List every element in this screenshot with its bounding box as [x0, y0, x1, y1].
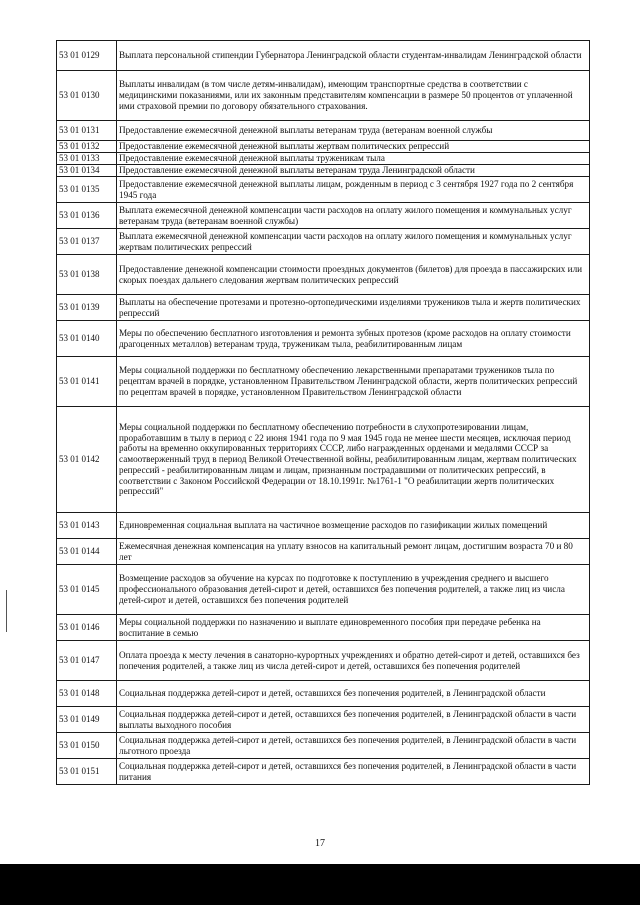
table-row: [57, 641, 590, 681]
table-row: [57, 539, 590, 565]
table-row: [57, 615, 590, 641]
scan-margin-mark: [6, 590, 7, 632]
description-cell: Выплаты инвалидам (в том числе детям-инвалидам), имеющим транспортные средства в соответствии с медицинскими показаниями, или их законным представителям компенсации в размере 50 процентов от уплаченной ими страховой премии по договору обязательного страхования.: [117, 71, 590, 121]
table-row: [57, 681, 590, 707]
table-row: [57, 759, 590, 785]
table-row: [57, 513, 590, 539]
description-cell: Выплата персональной стипендии Губернатора Ленинградской области студентам-инвалидам Ленинградской области: [117, 41, 590, 71]
code-cell: 53 01 0148: [57, 681, 117, 707]
code-cell: 53 01 0147: [57, 641, 117, 681]
table-row: [57, 121, 590, 141]
table-row: [57, 255, 590, 295]
description-cell: Социальная поддержка детей-сирот и детей, оставшихся без попечения родителей, в Ленинградской области в части льготного проезда: [117, 733, 590, 759]
code-cell: 53 01 0140: [57, 321, 117, 357]
description-cell: Ежемесячная денежная компенсация на уплату взносов на капитальный ремонт лицам, достигшим возраста 70 и 80 лет: [117, 539, 590, 565]
code-cell: 53 01 0130: [57, 71, 117, 121]
description-cell: Меры социальной поддержки по бесплатному обеспечению лекарственными препаратами тружеников тыла по рецептам врачей в порядке, установленном Правительством Ленинградской области, жертв политических репрессий по рецептам врачей в порядке, установленном Правительством Ленинградской области: [117, 357, 590, 407]
description-cell: Предоставление ежемесячной денежной выплаты ветеранам труда Ленинградской области: [117, 165, 590, 177]
table-row: [57, 707, 590, 733]
description-cell: Оплата проезда к месту лечения в санаторно-курортных учреждениях и обратно детей-сирот и детей, оставшихся без попечения родителей, а также лиц из числа детей-сирот и детей, оставшихся без попечения родителей: [117, 641, 590, 681]
table-row: [57, 357, 590, 407]
code-cell: 53 01 0136: [57, 203, 117, 229]
code-cell: 53 01 0135: [57, 177, 117, 203]
description-cell: Меры по обеспечению бесплатного изготовления и ремонта зубных протезов (кроме расходов на оплату стоимости драгоценных металлов) ветеранам труда, труженикам тыла, реабилитированным лицам: [117, 321, 590, 357]
table-row: [57, 229, 590, 255]
code-cell: 53 01 0133: [57, 153, 117, 165]
table-row: [57, 141, 590, 153]
table-row: [57, 295, 590, 321]
description-cell: Предоставление ежемесячной денежной выплаты жертвам политических репрессий: [117, 141, 590, 153]
code-cell: 53 01 0145: [57, 565, 117, 615]
table-row: [57, 41, 590, 71]
code-cell: 53 01 0144: [57, 539, 117, 565]
code-cell: 53 01 0137: [57, 229, 117, 255]
table-row: [57, 733, 590, 759]
code-cell: 53 01 0139: [57, 295, 117, 321]
code-cell: 53 01 0134: [57, 165, 117, 177]
description-cell: Социальная поддержка детей-сирот и детей, оставшихся без попечения родителей, в Ленинградской области в части выплаты выходного пособия: [117, 707, 590, 733]
description-cell: Меры социальной поддержки по назначению и выплате единовременного пособия при передаче ребенка на воспитание в семью: [117, 615, 590, 641]
code-cell: 53 01 0138: [57, 255, 117, 295]
code-cell: 53 01 0150: [57, 733, 117, 759]
description-cell: Предоставление ежемесячной денежной выплаты лицам, рожденным в период с 3 сентября 1927 года по 2 сентября 1945 года: [117, 177, 590, 203]
budget-codes-table: [56, 40, 590, 785]
code-cell: 53 01 0146: [57, 615, 117, 641]
description-cell: Выплата ежемесячной денежной компенсации части расходов на оплату жилого помещения и коммунальных услуг жертвам политических репрессий: [117, 229, 590, 255]
description-cell: Предоставление ежемесячной денежной выплаты ветеранам труда (ветеранам военной службы: [117, 121, 590, 141]
description-cell: Возмещение расходов за обучение на курсах по подготовке к поступлению в учреждения среднего и высшего профессионального образования детей-сирот и детей, оставшихся без попечения родителей, а также лиц из числа детей-сирот и детей, оставшихся без попечения родителей: [117, 565, 590, 615]
table-row: [57, 321, 590, 357]
page-number: 17: [315, 838, 325, 849]
code-cell: 53 01 0151: [57, 759, 117, 785]
table-row: [57, 153, 590, 165]
table-row: [57, 71, 590, 121]
code-cell: 53 01 0149: [57, 707, 117, 733]
code-cell: 53 01 0142: [57, 407, 117, 513]
description-cell: Предоставление ежемесячной денежной выплаты труженикам тыла: [117, 153, 590, 165]
code-cell: 53 01 0143: [57, 513, 117, 539]
table-row: [57, 165, 590, 177]
code-cell: 53 01 0141: [57, 357, 117, 407]
code-cell: 53 01 0131: [57, 121, 117, 141]
code-cell: 53 01 0129: [57, 41, 117, 71]
description-cell: Выплата ежемесячной денежной компенсации части расходов на оплату жилого помещения и коммунальных услуг ветеранам труда (ветеранам военной службы): [117, 203, 590, 229]
description-cell: Предоставление денежной компенсации стоимости проездных документов (билетов) для проезда в пассажирских или скорых поездах дальнего следования жертвам политических репрессий: [117, 255, 590, 295]
description-cell: Единовременная социальная выплата на частичное возмещение расходов по газификации жилых помещений: [117, 513, 590, 539]
description-cell: Социальная поддержка детей-сирот и детей, оставшихся без попечения родителей, в Ленинградской области в части питания: [117, 759, 590, 785]
table-row: [57, 177, 590, 203]
description-cell: Выплаты на обеспечение протезами и протезно-ортопедическими изделиями тружеников тыла и жертв политических репрессий: [117, 295, 590, 321]
description-cell: Социальная поддержка детей-сирот и детей, оставшихся без попечения родителей, в Ленинградской области: [117, 681, 590, 707]
code-cell: 53 01 0132: [57, 141, 117, 153]
table-row: [57, 407, 590, 513]
table-row: [57, 203, 590, 229]
scan-bottom-bar: [0, 864, 640, 905]
description-cell: Меры социальной поддержки по бесплатному обеспечению потребности в слухопротезировании лицам, проработавшим в тылу в период с 22 июня 1941 года по 9 мая 1945 года не менее шести месяцев, исключая период работы на временно оккупированных территориях СССР, либо награжденных орденами и медалями СССР за самоотверженный труд в период Великой Отечественной войны, реабилитированным лицам, жертвам политических репрессий - реабилитированным лицам и лицам, признанным пострадавшими от политических репрессий, в соответствии с Законом Российской Федерации от 18.10.1991г. №1761-1 "О реабилитации жертв политических репрессий": [117, 407, 590, 513]
table-row: [57, 565, 590, 615]
